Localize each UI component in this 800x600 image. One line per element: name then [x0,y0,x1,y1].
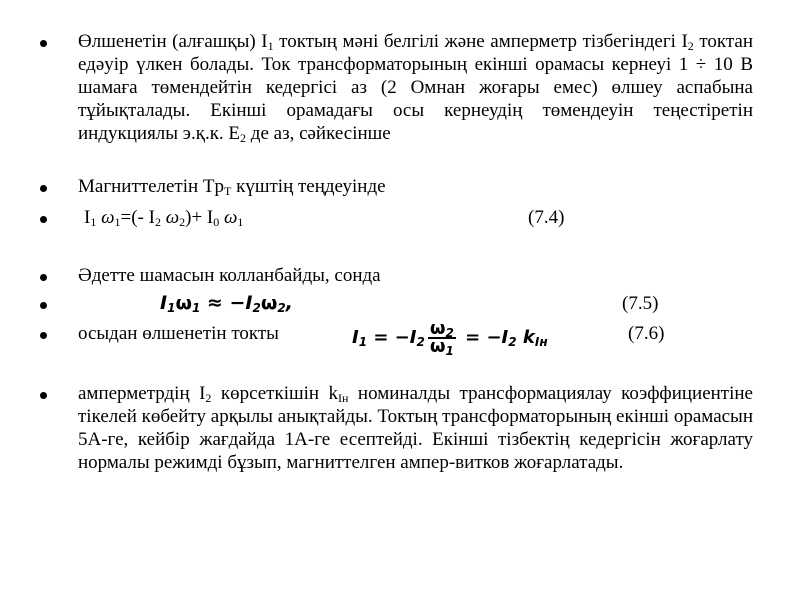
text: Магниттелетін Tр [78,176,225,197]
text: токтан едәуір үлкен болады. Ток трансформаторының екінші орамасы кернеуі 1 ÷ 10 В шамаға төмендейтін кедергісі аз (2 Омнан жоғары емес) өлшеу аспабына тұйықталады. Екінші орамадағы осы кернеудің төмендеуін теңестіретін индукциялы э.қ.к. E [78,31,754,144]
subscript: 2 [154,215,161,229]
text: номиналды трансформациялау коэффициентіне тікелей көбейту арқылы анықтайды. Токтың трансформаторының екінші орамасын 5А-ге, кейбір жағдайда 1А-ге есептейді. Екінші тізбектің кедергісін жоғарлату нормалы режимді бұзып, магниттелген ампер-витков жоғарлатады. [78,383,753,473]
text: токтың мәні белгілі және амперметр тізбегіндегі I [273,31,688,52]
subscript: 1 [90,215,97,229]
text: Өлшенетін (алғашқы) I [78,31,268,52]
text: )+ I [185,207,214,228]
paragraph-1 [78,30,753,145]
text: I [409,327,417,348]
paragraph-6: осыдан өлшенетін токты [78,323,279,344]
omega-symbol: ω [175,292,192,314]
text: , [285,292,293,314]
omega-symbol: ω [160,207,180,228]
subscript: 2 [416,335,425,349]
bullet-dot [40,392,47,399]
subscript: 1 [167,301,176,315]
subscript: 1 [237,215,244,229]
subscript: 0 [213,215,220,229]
equation-number: (7.5) [622,293,659,314]
text: амперметрдің I [78,383,206,404]
omega-symbol: ω [96,207,115,228]
subscript: 1 [445,344,454,358]
text: I [352,327,359,348]
formula-7-5 [160,292,293,315]
subscript: 2 [445,326,454,340]
paragraph-4: Әдетте шамасын колланбайды, сонда [78,265,381,286]
subscript: 2 [240,131,247,145]
bullet-dot [40,40,47,47]
subscript: Iн [338,391,349,405]
text: күштің теңдеуінде [231,176,386,197]
subscript: 1 [114,215,121,229]
text: I [501,327,509,348]
subscript: Iн [534,335,548,349]
equation-number: (7.4) [528,207,565,228]
text: =(- I [120,207,155,228]
omega-symbol: ω [260,292,278,314]
subscript: 2 [687,39,694,53]
bullet-dot [40,332,47,339]
text: I [245,292,253,314]
text: ≈ − [200,292,246,314]
text: де аз, сәйкесінше [246,123,391,144]
omega-symbol: ω [429,336,446,357]
text: k [516,327,535,348]
subscript: 2 [277,301,286,315]
fraction [428,318,456,358]
subscript: 2 [205,391,212,405]
bullet-dot [40,302,47,309]
equation-number: (7.6) [628,323,665,344]
bullet-dot [40,274,47,281]
paragraph-7 [78,382,753,474]
omega-symbol: ω [219,207,238,228]
text: = − [458,327,502,348]
text: көрсеткішін k [211,383,339,404]
fraction-denominator [428,336,456,358]
formula-7-6 [352,318,548,358]
bullet-dot [40,185,47,192]
subscript: 1 [191,301,201,315]
subscript: 2 [179,215,186,229]
text: I [84,207,91,228]
equation-7-4 [84,206,759,229]
subscript: 1 [358,335,368,349]
subscript: 2 [508,335,517,349]
paragraph-2 [78,175,753,198]
subscript: 2 [252,301,261,315]
text: = − [367,327,410,348]
subscript: T [224,184,232,198]
omega-symbol: ω [429,318,446,339]
subscript: 1 [267,39,274,53]
bullet-dot [40,216,47,223]
text: I [160,292,168,314]
